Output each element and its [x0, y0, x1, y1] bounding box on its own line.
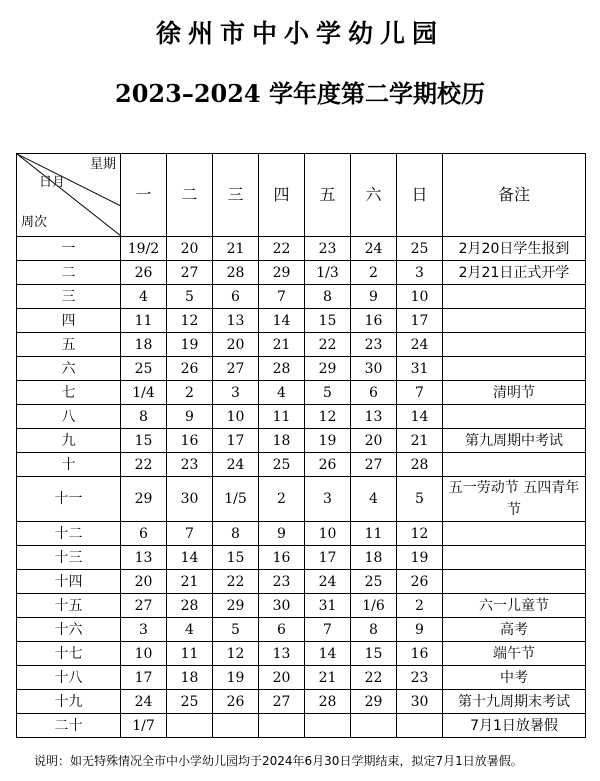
week-number-cell: 十六	[17, 618, 121, 642]
date-cell: 26	[213, 690, 259, 714]
table-row	[17, 405, 586, 429]
table-row	[17, 594, 586, 618]
header-day-fri: 五	[305, 154, 351, 237]
table-row	[17, 285, 586, 309]
date-cell: 1/3	[305, 261, 351, 285]
date-cell: 17	[121, 666, 167, 690]
date-cell: 14	[259, 309, 305, 333]
note-cell: 第十九周期末考试	[443, 690, 586, 714]
date-cell: 22	[259, 237, 305, 261]
date-cell: 19	[167, 333, 213, 357]
date-cell: 8	[305, 285, 351, 309]
date-cell: 12	[167, 309, 213, 333]
note-cell	[443, 309, 586, 333]
date-cell: 2	[167, 381, 213, 405]
table-row	[17, 333, 586, 357]
note-cell	[443, 285, 586, 309]
date-cell: 3	[305, 477, 351, 522]
note-cell	[443, 570, 586, 594]
date-cell: 21	[213, 237, 259, 261]
table-row	[17, 546, 586, 570]
week-number-cell: 二十	[17, 714, 121, 738]
date-cell: 18	[167, 666, 213, 690]
date-cell	[259, 714, 305, 738]
date-cell: 25	[121, 357, 167, 381]
date-cell: 7	[167, 522, 213, 546]
date-cell: 10	[213, 405, 259, 429]
week-number-cell: 十	[17, 453, 121, 477]
date-cell: 22	[213, 570, 259, 594]
date-cell: 26	[121, 261, 167, 285]
calendar-body	[17, 237, 586, 738]
note-cell	[443, 453, 586, 477]
table-row	[17, 477, 586, 522]
header-row	[17, 154, 586, 237]
table-row	[17, 309, 586, 333]
date-cell: 11	[167, 642, 213, 666]
week-number-cell: 二	[17, 261, 121, 285]
corner-weekday-label: 星期	[89, 157, 116, 172]
date-cell: 15	[305, 309, 351, 333]
date-cell: 31	[397, 357, 443, 381]
date-cell: 26	[167, 357, 213, 381]
date-cell: 26	[305, 453, 351, 477]
date-cell: 22	[121, 453, 167, 477]
table-row	[17, 357, 586, 381]
note-cell: 六一儿童节	[443, 594, 586, 618]
date-cell: 22	[305, 333, 351, 357]
date-cell: 10	[397, 285, 443, 309]
date-cell: 17	[305, 546, 351, 570]
date-cell: 13	[213, 309, 259, 333]
week-number-cell: 十五	[17, 594, 121, 618]
date-cell: 9	[351, 285, 397, 309]
note-cell: 清明节	[443, 381, 586, 405]
date-cell: 27	[259, 690, 305, 714]
date-cell: 4	[351, 477, 397, 522]
header-day-mon: 一	[121, 154, 167, 237]
week-number-cell: 十八	[17, 666, 121, 690]
date-cell: 16	[397, 642, 443, 666]
date-cell: 28	[259, 357, 305, 381]
date-cell: 13	[121, 546, 167, 570]
date-cell: 24	[397, 333, 443, 357]
date-cell: 6	[213, 285, 259, 309]
table-row	[17, 429, 586, 453]
date-cell: 8	[121, 405, 167, 429]
date-cell: 24	[213, 453, 259, 477]
note-cell: 高考	[443, 618, 586, 642]
date-cell: 15	[351, 642, 397, 666]
date-cell: 20	[121, 570, 167, 594]
corner-header-cell	[17, 154, 121, 237]
date-cell: 5	[305, 381, 351, 405]
date-cell: 20	[213, 333, 259, 357]
table-row	[17, 666, 586, 690]
date-cell: 25	[397, 237, 443, 261]
date-cell: 11	[351, 522, 397, 546]
date-cell: 21	[167, 570, 213, 594]
date-cell: 2	[259, 477, 305, 522]
week-number-cell: 四	[17, 309, 121, 333]
date-cell: 4	[167, 618, 213, 642]
note-cell: 2月21日正式开学	[443, 261, 586, 285]
week-number-cell: 十一	[17, 477, 121, 522]
date-cell: 15	[121, 429, 167, 453]
note-cell	[443, 405, 586, 429]
table-row	[17, 570, 586, 594]
date-cell	[305, 714, 351, 738]
date-cell: 5	[397, 477, 443, 522]
week-number-cell: 三	[17, 285, 121, 309]
table-row	[17, 618, 586, 642]
date-cell: 24	[351, 237, 397, 261]
school-calendar-table	[16, 153, 586, 738]
date-cell: 4	[259, 381, 305, 405]
date-cell: 8	[213, 522, 259, 546]
date-cell: 1/4	[121, 381, 167, 405]
table-row	[17, 261, 586, 285]
corner-month-day-label: 日月	[39, 175, 66, 190]
note-cell: 中考	[443, 666, 586, 690]
date-cell: 25	[167, 690, 213, 714]
date-cell: 3	[397, 261, 443, 285]
date-cell: 1/5	[213, 477, 259, 522]
date-cell: 13	[259, 642, 305, 666]
date-cell: 29	[305, 357, 351, 381]
date-cell: 30	[167, 477, 213, 522]
date-cell: 7	[259, 285, 305, 309]
date-cell: 16	[351, 309, 397, 333]
date-cell: 27	[351, 453, 397, 477]
week-number-cell: 九	[17, 429, 121, 453]
week-number-cell: 六	[17, 357, 121, 381]
date-cell: 21	[259, 333, 305, 357]
date-cell: 5	[167, 285, 213, 309]
date-cell: 27	[213, 357, 259, 381]
date-cell: 31	[305, 594, 351, 618]
date-cell	[397, 714, 443, 738]
date-cell: 12	[213, 642, 259, 666]
date-cell: 12	[397, 522, 443, 546]
date-cell: 17	[213, 429, 259, 453]
note-cell: 7月1日放暑假	[443, 714, 586, 738]
date-cell: 20	[167, 237, 213, 261]
table-row	[17, 381, 586, 405]
date-cell: 28	[167, 594, 213, 618]
date-cell: 14	[397, 405, 443, 429]
week-number-cell: 八	[17, 405, 121, 429]
header-day-wed: 三	[213, 154, 259, 237]
date-cell: 12	[305, 405, 351, 429]
date-cell: 27	[167, 261, 213, 285]
table-row	[17, 522, 586, 546]
note-cell: 第九周期中考试	[443, 429, 586, 453]
date-cell: 19/2	[121, 237, 167, 261]
note-cell	[443, 357, 586, 381]
date-cell: 23	[397, 666, 443, 690]
date-cell: 11	[259, 405, 305, 429]
note-cell: 五一劳动节 五四青年节	[443, 477, 586, 522]
date-cell: 24	[121, 690, 167, 714]
date-cell: 30	[351, 357, 397, 381]
date-cell: 1/7	[121, 714, 167, 738]
header-day-tue: 二	[167, 154, 213, 237]
date-cell: 19	[397, 546, 443, 570]
date-cell: 3	[213, 381, 259, 405]
date-cell: 21	[305, 666, 351, 690]
date-cell: 9	[259, 522, 305, 546]
week-number-cell: 十三	[17, 546, 121, 570]
date-cell: 15	[213, 546, 259, 570]
date-cell: 29	[121, 477, 167, 522]
date-cell: 27	[121, 594, 167, 618]
date-cell: 28	[397, 453, 443, 477]
date-cell: 28	[305, 690, 351, 714]
date-cell: 20	[259, 666, 305, 690]
date-cell: 14	[167, 546, 213, 570]
header-day-sat: 六	[351, 154, 397, 237]
date-cell	[351, 714, 397, 738]
date-cell: 23	[351, 333, 397, 357]
note-cell: 2月20日学生报到	[443, 237, 586, 261]
date-cell: 7	[397, 381, 443, 405]
date-cell: 16	[259, 546, 305, 570]
week-number-cell: 十九	[17, 690, 121, 714]
date-cell: 29	[351, 690, 397, 714]
date-cell: 14	[305, 642, 351, 666]
date-cell: 20	[351, 429, 397, 453]
date-cell: 13	[351, 405, 397, 429]
date-cell: 6	[121, 522, 167, 546]
date-cell: 9	[397, 618, 443, 642]
date-cell: 2	[397, 594, 443, 618]
date-cell: 18	[259, 429, 305, 453]
note-cell	[443, 522, 586, 546]
date-cell: 28	[213, 261, 259, 285]
header-notes: 备注	[443, 154, 586, 237]
week-number-cell: 十四	[17, 570, 121, 594]
date-cell: 3	[121, 618, 167, 642]
date-cell: 30	[397, 690, 443, 714]
date-cell: 21	[397, 429, 443, 453]
week-number-cell: 一	[17, 237, 121, 261]
date-cell: 19	[213, 666, 259, 690]
week-number-cell: 七	[17, 381, 121, 405]
table-row	[17, 690, 586, 714]
table-row	[17, 237, 586, 261]
date-cell	[167, 714, 213, 738]
date-cell: 2	[351, 261, 397, 285]
date-cell: 16	[167, 429, 213, 453]
week-number-cell: 五	[17, 333, 121, 357]
week-number-cell: 十七	[17, 642, 121, 666]
note-cell: 端午节	[443, 642, 586, 666]
date-cell: 23	[167, 453, 213, 477]
date-cell: 18	[351, 546, 397, 570]
date-cell: 8	[351, 618, 397, 642]
date-cell	[213, 714, 259, 738]
document-title: 徐州市中小学幼儿园	[155, 19, 444, 48]
date-cell: 26	[397, 570, 443, 594]
note-cell	[443, 333, 586, 357]
date-cell: 9	[167, 405, 213, 429]
date-cell: 22	[351, 666, 397, 690]
date-cell: 24	[305, 570, 351, 594]
week-number-cell: 十二	[17, 522, 121, 546]
header-day-sun: 日	[397, 154, 443, 237]
date-cell: 5	[213, 618, 259, 642]
date-cell: 6	[351, 381, 397, 405]
date-cell: 29	[259, 261, 305, 285]
date-cell: 23	[305, 237, 351, 261]
header-day-thu: 四	[259, 154, 305, 237]
date-cell: 29	[213, 594, 259, 618]
date-cell: 19	[305, 429, 351, 453]
date-cell: 18	[121, 333, 167, 357]
table-row	[17, 642, 586, 666]
date-cell: 10	[305, 522, 351, 546]
date-cell: 30	[259, 594, 305, 618]
date-cell: 6	[259, 618, 305, 642]
date-cell: 11	[121, 309, 167, 333]
table-row	[17, 453, 586, 477]
corner-week-label: 周次	[21, 215, 48, 230]
date-cell: 4	[121, 285, 167, 309]
date-cell: 7	[305, 618, 351, 642]
date-cell: 23	[259, 570, 305, 594]
date-cell: 17	[397, 309, 443, 333]
date-cell: 25	[351, 570, 397, 594]
date-cell: 10	[121, 642, 167, 666]
footnote: 说明：如无特殊情况全市中小学幼儿园均于2024年6月30日学期结束，拟定7月1日放暑假。	[34, 754, 523, 768]
table-row	[17, 714, 586, 738]
date-cell: 1/6	[351, 594, 397, 618]
document-subtitle: 2023–2024 学年度第二学期校历	[115, 79, 485, 108]
note-cell	[443, 546, 586, 570]
date-cell: 25	[259, 453, 305, 477]
